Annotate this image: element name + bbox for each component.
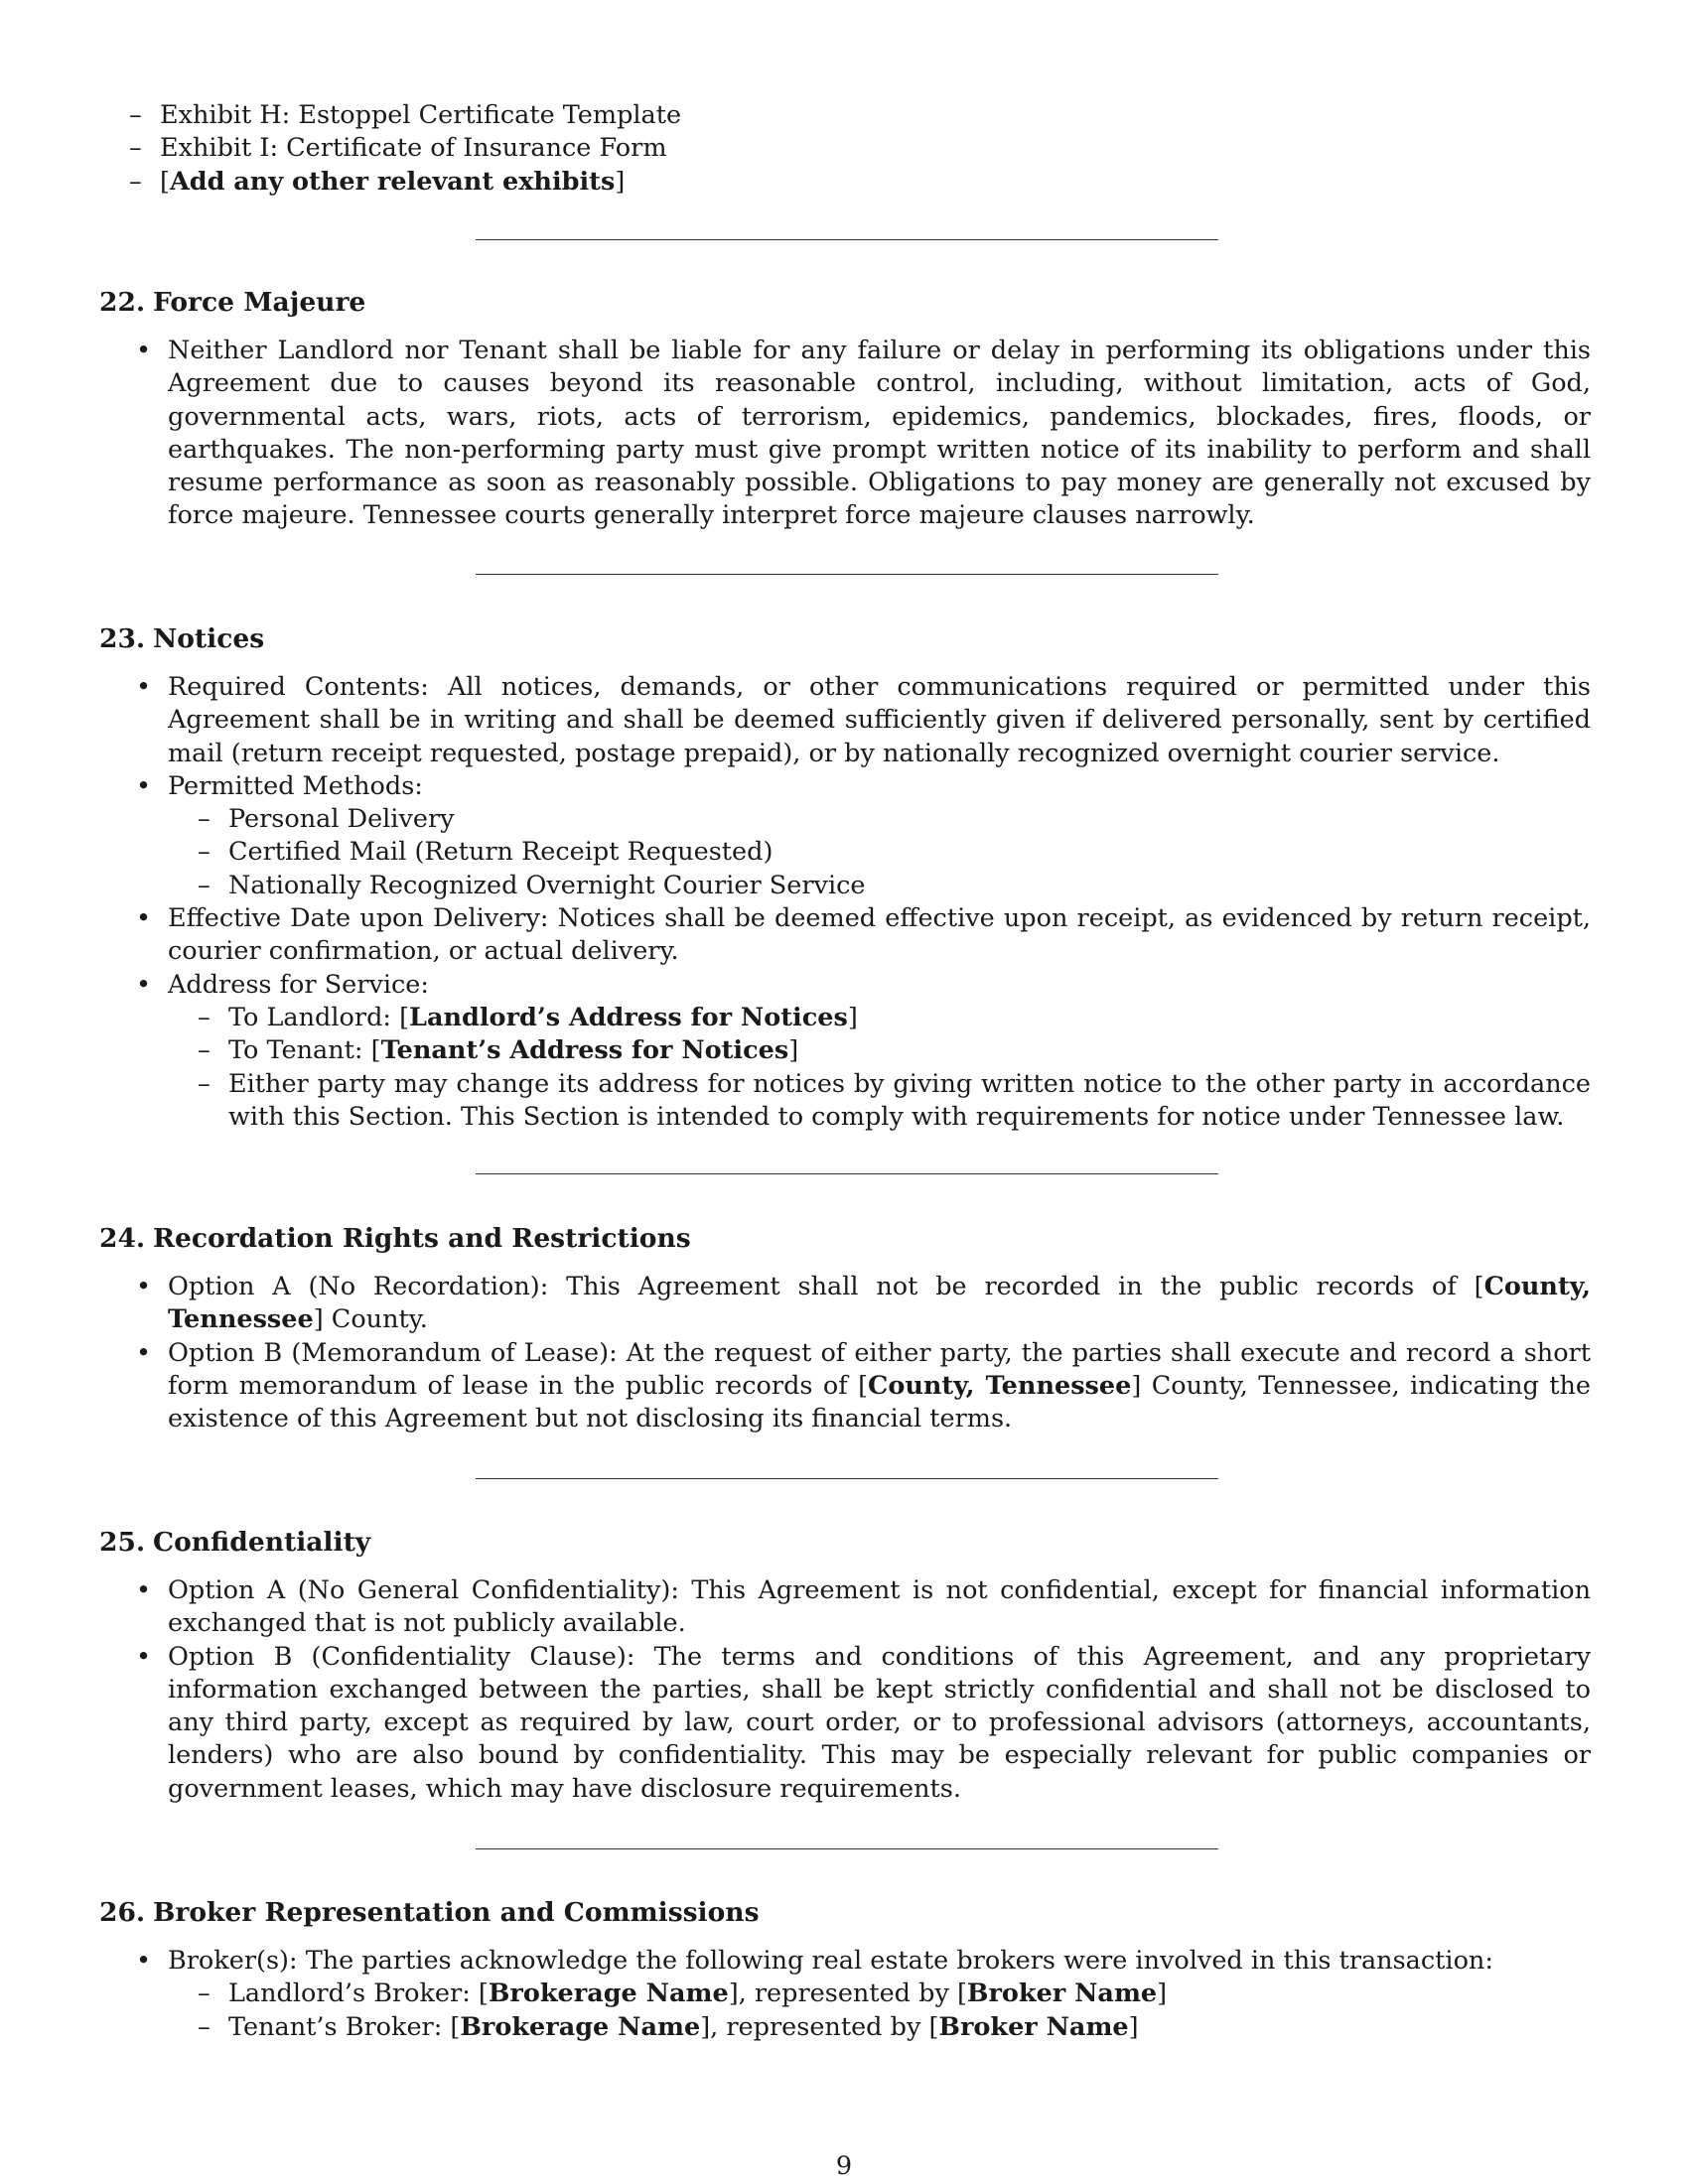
list-item: – To Tenant: [Tenant’s Address for Notices] — [168, 1034, 1591, 1067]
placeholder-text: Brokerage Name — [488, 1979, 729, 2009]
section-heading: 24. Recordation Rights and Restrictions — [99, 1223, 691, 1254]
list-item: – Nationally Recognized Overnight Courier Service — [168, 870, 1591, 902]
list-item: • Permitted Methods: – Personal Delivery – Certified Mail (Return Receipt Requested) – Nationally Recognized Overnight Courier Service — [99, 770, 1591, 902]
section-divider — [476, 574, 1218, 575]
section-divider — [476, 239, 1218, 240]
section-22 — [99, 286, 1591, 533]
placeholder-text: County, Tennessee — [168, 1272, 1591, 1335]
section-22-list — [99, 335, 1591, 533]
address-list — [99, 1002, 1591, 1134]
list-item: – Tenant’s Broker: [Brokerage Name], represented by [Broker Name] — [168, 2011, 1591, 2044]
section-heading: 26. Broker Representation and Commissions — [99, 1897, 760, 1928]
section-23-list — [99, 671, 1591, 1134]
section-24 — [99, 1222, 1591, 1435]
list-item: – Either party may change its address for notices by giving written notice to the other party in accordance with this Section. This Section is intended to comply with requirements for notice under Tennessee law. — [168, 1068, 1591, 1135]
list-item: – Personal Delivery — [168, 803, 1591, 836]
section-heading: 23. Notices — [99, 623, 265, 654]
exhibit-list-block — [99, 99, 1591, 199]
list-item: • Option B (Confidentiality Clause): The terms and conditions of this Agreement, and any proprietary information exchanged between the parties, shall be kept strictly confidential and shall not be disclosed to any third party, except as required by law, court order, or to professional advisors (attorneys, accountants, lenders) who are also bound by confidentiality. This may be especially relevant for public companies or government leases, which may have disclosure requirements. — [99, 1641, 1591, 1806]
list-item: • Required Contents: All notices, demands, or other communications required or permitted under this Agreement shall be in writing and shall be deemed sufficiently given if delivered personally, sent by certified mail (return receipt requested, postage prepaid), or by nationally recognized overnight courier service. — [99, 671, 1591, 770]
placeholder-text: Broker Name — [966, 1979, 1158, 2009]
section-26 — [99, 1896, 1591, 2044]
list-item: – To Landlord: [Landlord’s Address for Notices] — [168, 1002, 1591, 1034]
placeholder-text: Add any other relevant exhibits — [169, 166, 616, 197]
list-item: – [Add any other relevant exhibits] — [99, 166, 1591, 199]
methods-list — [99, 803, 1591, 902]
list-item: – Certified Mail (Return Receipt Requested) — [168, 836, 1591, 869]
page-number: 9 — [835, 2151, 853, 2181]
broker-list — [99, 1978, 1591, 2044]
list-item: – Exhibit I: Certificate of Insurance Form — [99, 132, 1591, 165]
section-divider — [476, 1478, 1218, 1479]
list-item: • Neither Landlord nor Tenant shall be liable for any failure or delay in performing its obligations under this Agreement due to causes beyond its reasonable control, including, without limitation, acts of God, governmental acts, wars, riots, acts of terrorism, epidemics, pandemics, blockades, fires, floods, or earthquakes. The non-performing party must give prompt written notice of its inability to perform and shall resume performance as soon as reasonably possible. Obligations to pay money are generally not excused by force majeure. Tennessee courts generally interpret force majeure clauses narrowly. — [99, 335, 1591, 533]
section-heading: 25. Confidentiality — [99, 1527, 371, 1558]
section-divider — [476, 1173, 1218, 1174]
placeholder-text: County, Tennessee — [868, 1370, 1132, 1401]
placeholder-text: Brokerage Name — [460, 2011, 701, 2042]
section-26-list — [99, 1945, 1591, 2044]
list-item: • Address for Service: – To Landlord: [Landlord’s Address for Notices] – To Tenant: [Tenant’s Address for Notices] – Either party may change its address for notices by giving written notice to the other party in accordance with this Section. This Section is intended to comply with requirements for notice under Tennessee law. — [99, 969, 1591, 1134]
placeholder-text: Tenant’s Address for Notices — [380, 1035, 789, 1066]
list-item: • Option A (No Recordation): This Agreement shall not be recorded in the public records of [County, Tennessee] County. — [99, 1271, 1591, 1337]
placeholder-text: Landlord’s Address for Notices — [409, 1002, 848, 1032]
exhibit-list — [99, 99, 1591, 199]
section-heading: 22. Force Majeure — [99, 287, 366, 318]
list-item: • Effective Date upon Delivery: Notices shall be deemed effective upon receipt, as evidenced by return receipt, courier confirmation, or actual delivery. — [99, 902, 1591, 969]
list-item: • Option B (Memorandum of Lease): At the request of either party, the parties shall execute and record a short form memorandum of lease in the public records of [County, Tennessee] County, Tennessee, indicating the existence of this Agreement but not disclosing its financial terms. — [99, 1337, 1591, 1436]
list-item: – Landlord’s Broker: [Brokerage Name], represented by [Broker Name] — [168, 1978, 1591, 2010]
placeholder-text: Broker Name — [938, 2011, 1129, 2042]
section-25-list — [99, 1574, 1591, 1806]
section-24-list — [99, 1271, 1591, 1435]
list-item: – Exhibit H: Estoppel Certificate Template — [99, 99, 1591, 132]
section-divider — [476, 1848, 1218, 1849]
list-item: • Option A (No General Confidentiality): This Agreement is not confidential, except for financial information exchanged that is not publicly available. — [99, 1574, 1591, 1641]
section-25 — [99, 1526, 1591, 1806]
section-23 — [99, 622, 1591, 1134]
list-item: • Broker(s): The parties acknowledge the following real estate brokers were involved in this transaction: – Landlord’s Broker: [Brokerage Name], represented by [Broker Name] – Tenant’s Broker: [Brokerage Name], represented by [Broker Name] — [99, 1945, 1591, 2044]
